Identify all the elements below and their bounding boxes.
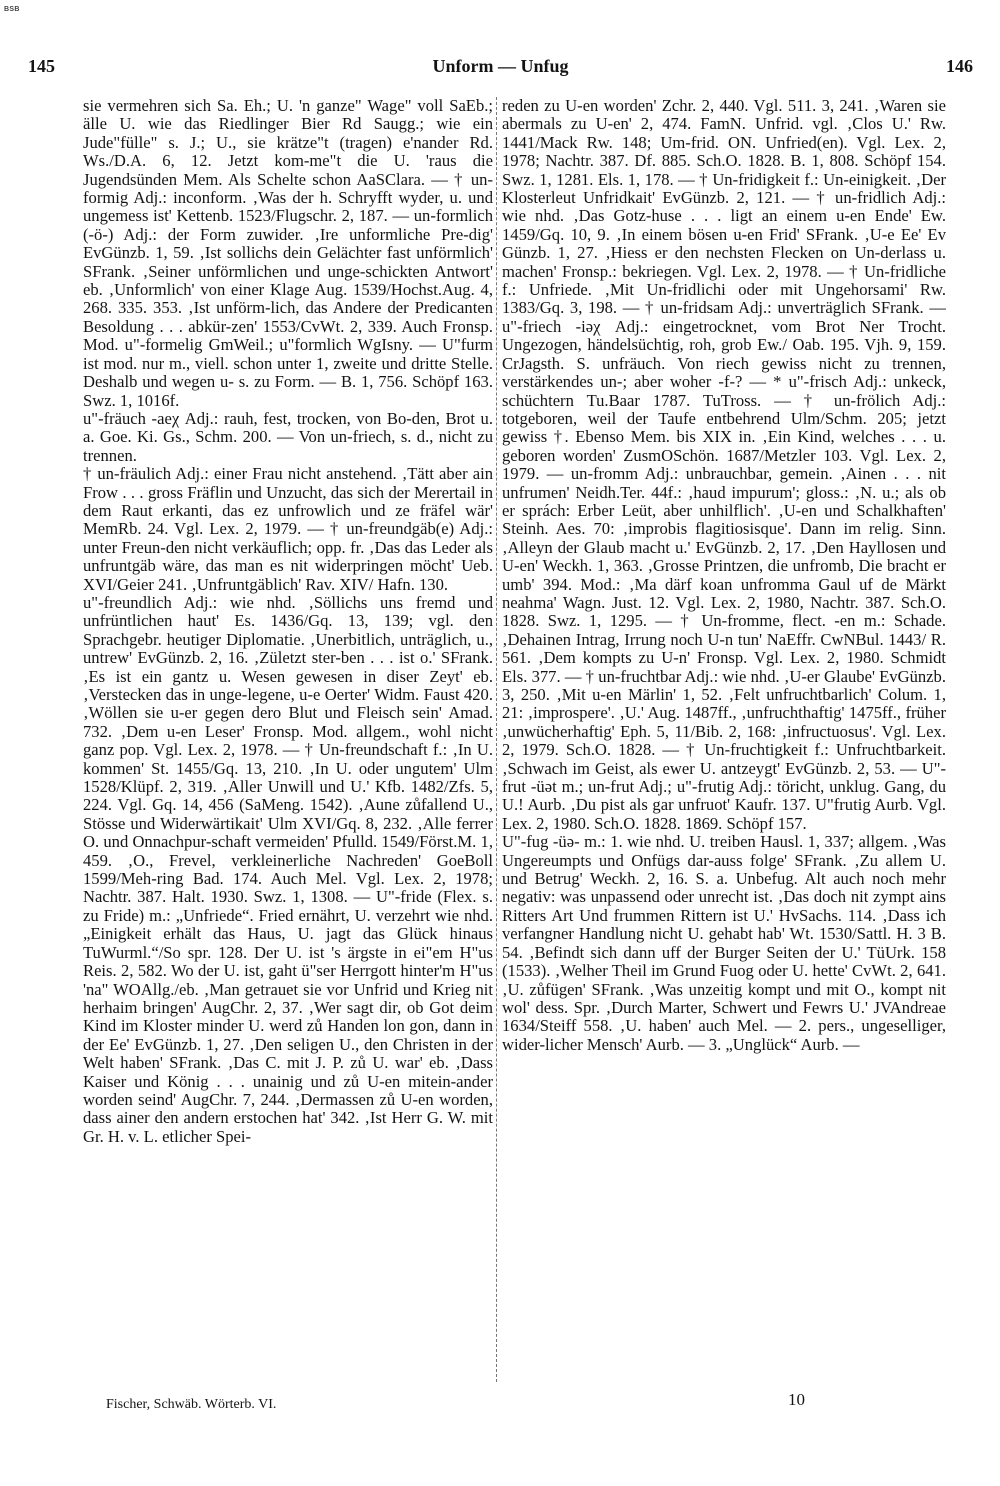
left-page-number: 145	[28, 56, 55, 76]
left-column	[83, 97, 493, 1382]
right-page-number: 146	[946, 56, 973, 76]
entry-paragraph: † un-fräulich Adj.: einer Frau nicht anstehend. ‚Tätt aber ain Frow . . . gross Fräflin und Unzucht, das sich der Merertail in dem Raut erkanti, das ez unfrowlich und ze fräfel wär' MemRb. 24. Vgl. Lex. 2, 1979. — † un-freundgäb(e) Adj.: unter Freun-den nicht verkäuflich; opp. fr. ‚Das das Leder als unfruntgäb wäre, das man es nit widerpringen möcht' Ueb. XVI/Geier 241. ‚Unfruntgäblich' Rav. XIV/ Hafn. 130.	[83, 464, 493, 594]
library-stamp: BSB	[4, 6, 20, 13]
page-header	[28, 56, 973, 86]
footer-imprint: Fischer, Schwäb. Wörterb. VI.	[106, 1397, 277, 1412]
column-divider	[496, 97, 497, 1382]
entry-paragraph: u"-freundlich Adj.: wie nhd. ‚Söllichs uns fremd und unfrüntlichen haut' Es. 1436/Gq. 13, 139; vgl. den Sprachgebr. heutiger Diplomatie. ‚Unerbitlich, unträglich, u., untrew' EvGünzb. 2, 16. ‚Zületzt ster-ben . . . ist o.' SFrank. ‚Es ist ein gantz u. Wesen gewesen in diser Zeyt' eb. ‚Verstecken das in unge-legene, u-e Oerter' Widm. Faust 420. ‚Wöllen sie u-er gegen dero Blut und Fleisch sein' Amad. 732. ‚Dem u-en Leser' Fronsp. Mod. allgem., wohl nicht ganz pop. Vgl. Lex. 2, 1978. — † Un-freundschaft f.: ‚In U. kommen' St. 1455/Gq. 13, 210. ‚In U. oder ungutem' Ulm 1528/Klüpf. 2, 319. ‚Aller Unwill und U.' Kfb. 1482/Zfs. 5, 224. Vgl. Gq. 14, 456 (SaMeng. 1542). ‚Aune zůfallend U., Stösse und Widerwärtikait' Ulm XVI/Gq. 8, 232. ‚Alle ferrer O. und Onnachpur-schaft vermeiden' Pfulld. 1549/Först.M. 1, 459. ‚O., Frevel, verkleinerliche Nachreden' GoeBoll 1599/Meh-ring Bad. 174. Auch Mel. Vgl. Lex. 2, 1978; Nachtr. 387. Halt. 1930. Swz. 1, 1308. — U"-fride (Flex. s. zu Fride) m.: „Unfriede“. Fried ernährt, U. verzehrt wie nhd. „Einigkeit erhält das Haus, U. jagt das Glück hinaus TuWurml.“/So spr. 128. Der U. ist 's ärgste in ei"em H"us Reis. 2, 582. Wo der U. ist, gaht ü"ser Herrgott hinter'm H"us 'na" WOAllg./eb. ‚Man getrauet sie vor Unfrid und Krieg nit herhaim bringen' AugChr. 2, 37. ‚Wer sagt dir, ob Got deim Kind im Kloster minder U. werd zů Handen lon gon, dann in der Ee' EvGünzb. 1, 27. ‚Den seligen U., den Christen in der Welt haben' SFrank. ‚Das C. mit J. P. zů U. war' eb. ‚Dass Kaiser und König . . . unainig und zů U-en mitein-ander worden seind' AugChr. 7, 244. ‚Dermassen zů U-en worden, dass ainer den andern erstochen hat' 342. ‚Ist Herr G. W. mit Gr. H. v. L. etlicher Spei-	[83, 592, 493, 1146]
signature-mark: 10	[788, 1390, 805, 1409]
right-column	[502, 97, 946, 1382]
entry-paragraph: U"-fug -üə- m.: 1. wie nhd. U. treiben Hausl. 1, 337; allgem. ‚Was Ungereumpts und Onfügs dar-auss folge' SFrank. ‚Zu allem U. und Betrug' Weckh. 2, 16. S. a. Unbefug. Alt auch noch mehr negativ: was unpassend oder unrecht ist. ‚Das doch nit zympt ains Ritters Art Und frummen Rittern ist U.' HvSachs. 114. ‚Dass ich verfangner Handlung nicht U. gehabt hab' Wt. 1530/Sattl. H. 3 B. 54. ‚Befindt sich dann uff der Burger Seiten der U.' TüUrk. 158 (1533). ‚Welher Theil im Grund Fuog oder U. hette' CvWt. 2, 641. ‚U. zůfügen' SFrank. ‚Was unzeitig kompt und mit O., kompt nit wol' dess. Spr. ‚Durch Marter, Schwert und Fewrs U.' JVAndreae 1634/Steiff 558. ‚U. haben' auch Mel. — 2. pers., ungeselliger, wider-licher Mensch' Aurb. — 3. „Unglück“ Aurb. —	[502, 832, 946, 1054]
entry-paragraph: u"-fräuch -aeχ Adj.: rauh, fest, trocken, von Bo-den, Brot u. a. Goe. Ki. Gs., Schm. 200. — Von un-friech, s. d., nicht zu trennen.	[83, 408, 493, 465]
entry-paragraph: sie vermehren sich Sa. Eh.; U. 'n ganze" Wage" voll SaEb.; älle U. wie das Riedlinger Bier Rd Saugg.; wie ein Jude"fülle" s. J.; U., sie krätze"t (tragen) e'nander Rd. Ws./D.A. 6, 12. Jetzt kom-me"t die U. 'raus die Jugendsünden Mem. Als Schelte schon AaSClara. — † un-formig Adj.: inconform. ‚Was der h. Schryfft wyder, u. und ungemess ist' Kettenb. 1523/Flugschr. 2, 187. — un-formlich (-ö-) Adj.: der Form zuwider. ‚Ire unformliche Pre-dig' EvGünzb. 1, 59. ‚Ist sollichs dein Gelächter fast unförmlich' SFrank. ‚Seiner unförmlichen und unge-schickten Antwort' eb. ‚Unformlich' von einer Klage Aug. 1539/Hochst.Aug. 4, 268. 335. 353. ‚Ist unförm-lich, das Andere der Predicanten Besoldung . . . abkür-zen' 1553/CvWt. 2, 339. Auch Fronsp. Mod. u"-formelig GmWeil.; u"formlich WgIsny. — U"furm ist mod. nur m., viell. schon unter 1, zweite und dritte Stelle. Deshalb und wegen u- s. zu Form. — B. 1, 756. Schöpf 163. Swz. 1, 1016f.	[83, 97, 493, 410]
entry-paragraph: reden zu U-en worden' Zchr. 2, 440. Vgl. 511. 3, 241. ‚Waren sie abermals zu U-en' 2, 474. FamN. Unfrid. vgl. ‚Clos U.' Rw. 1441/Mack Rw. 148; Um-frid. ON. Unfried(en). Vgl. Lex. 2, 1978; Nachtr. 387. Df. 885. Sch.O. 1828. B. 1, 808. Schöpf 154. Swz. 1, 1281. Els. 1, 178. — † Un-fridigkeit f.: Un-einigkeit. ‚Der Klosterleut Unfridkait' EvGünzb. 2, 121. — † un-fridlich Adj.: wie nhd. ‚Das Gotz-huse . . . ligt an einem u-en Ende' Ew. 1459/Gq. 10, 9. ‚In einem bösen u-en Frid' SFrank. ‚U-e Ee' Ev Günzb. 1, 27. ‚Hiess er den nechsten Flecken on Un-derlass u. machen' Fronsp.: bekriegen. Vgl. Lex. 2, 1978. — † Un-fridliche f.: Unfriede. ‚Mit Un-fridlichi oder mit Ungehorsami' Rw. 1383/Gq. 3, 198. — † un-fridsam Adj.: unverträglich SFrank. — u"-friech -iəχ Adj.: eingetrocknet, vom Brot Ner Trocht. Ungezogen, händelsüchtig, roh, grob Ew./ Oab. 195. Vjh. 9, 159. CrJagsth. S. unfräuch. Von riech gewiss nicht zu trennen, verstärkendes un-; aber woher -f-? — * u"-frisch Adj.: unkeck, schüchtern Tu.Baar 1787. TuTross. — † un-frölich Adj.: totgeboren, weil der Taufe entbehrend Ulm/Schm. 205; jetzt gewiss †. Ebenso Mem. bis XIX in. ‚Ein Kind, welches . . . u. geboren worden' ZusmOSchön. 1687/Metzler 103. Vgl. Lex. 2, 1979. — un-fromm Adj.: unbrauchbar, gemein. ‚Ainen . . . nit unfrumen' Neidh.Ter. 44f.: ‚haud impurum'; gloss.: ‚N. u.; als ob er sprách: Erber Leüt, aber unhilflich'. ‚U-en und Schalkhaften' Steinh. Aes. 70: ‚improbis flagitiosisque'. Dann im relig. Sinn. ‚Alleyn der Glaub macht u.' EvGünzb. 2, 17. ‚Den Hayllosen und U-en' Weckh. 1, 363. ‚Grosse Printzen, die unfromb, Die bracht er umb' 394. Mod.: ‚Ma därf koan unfromma Gaul uf de Märkt neahma' Wagn. Just. 12. Vgl. Lex. 2, 1980, Nachtr. 387. Sch.O. 1828. Swz. 1, 1295. — † Un-fromme, flect. -en m.: Schade. ‚Dehainen Intrag, Irrung noch U-n tun' NaEffr. CwNBul. 1443/ R. 561. ‚Dem kompts zu U-n' Fronsp. Vgl. Lex. 2, 1980. Schmidt Els. 377. — † un-fruchtbar Adj.: wie nhd. ‚U-er Glaube' EvGünzb. 3, 250. ‚Mit u-en Märlin' 1, 52. ‚Felt unfruchtbarlich' Colum. 1, 21: ‚improspere'. ‚U.' Aug. 1487ff., ‚unfruchthaftig' 1475ff., früher ‚unwücherhaftig' Eph. 5, 11/Bib. 2, 168: ‚infructuosus'. Vgl. Lex. 2, 1979. Sch.O. 1828. — † Un-fruchtigkeit f.: Unfruchtbarkeit. ‚Schwach im Geist, als ewer U. antzeygt' EvGünzb. 2, 53. — U"-frut -üət m.; un-frut Adj.; u"-frutig Adj.: töricht, unklug. Gang, du U.! Aurb. ‚Du pist als gar unfruot' Kaufr. 137. U"frutig Aurb. Vgl. Lex. 2, 1980. Sch.O. 1828. 1869. Schöpf 157.	[502, 97, 946, 833]
running-title: Unform — Unfug	[432, 56, 569, 76]
